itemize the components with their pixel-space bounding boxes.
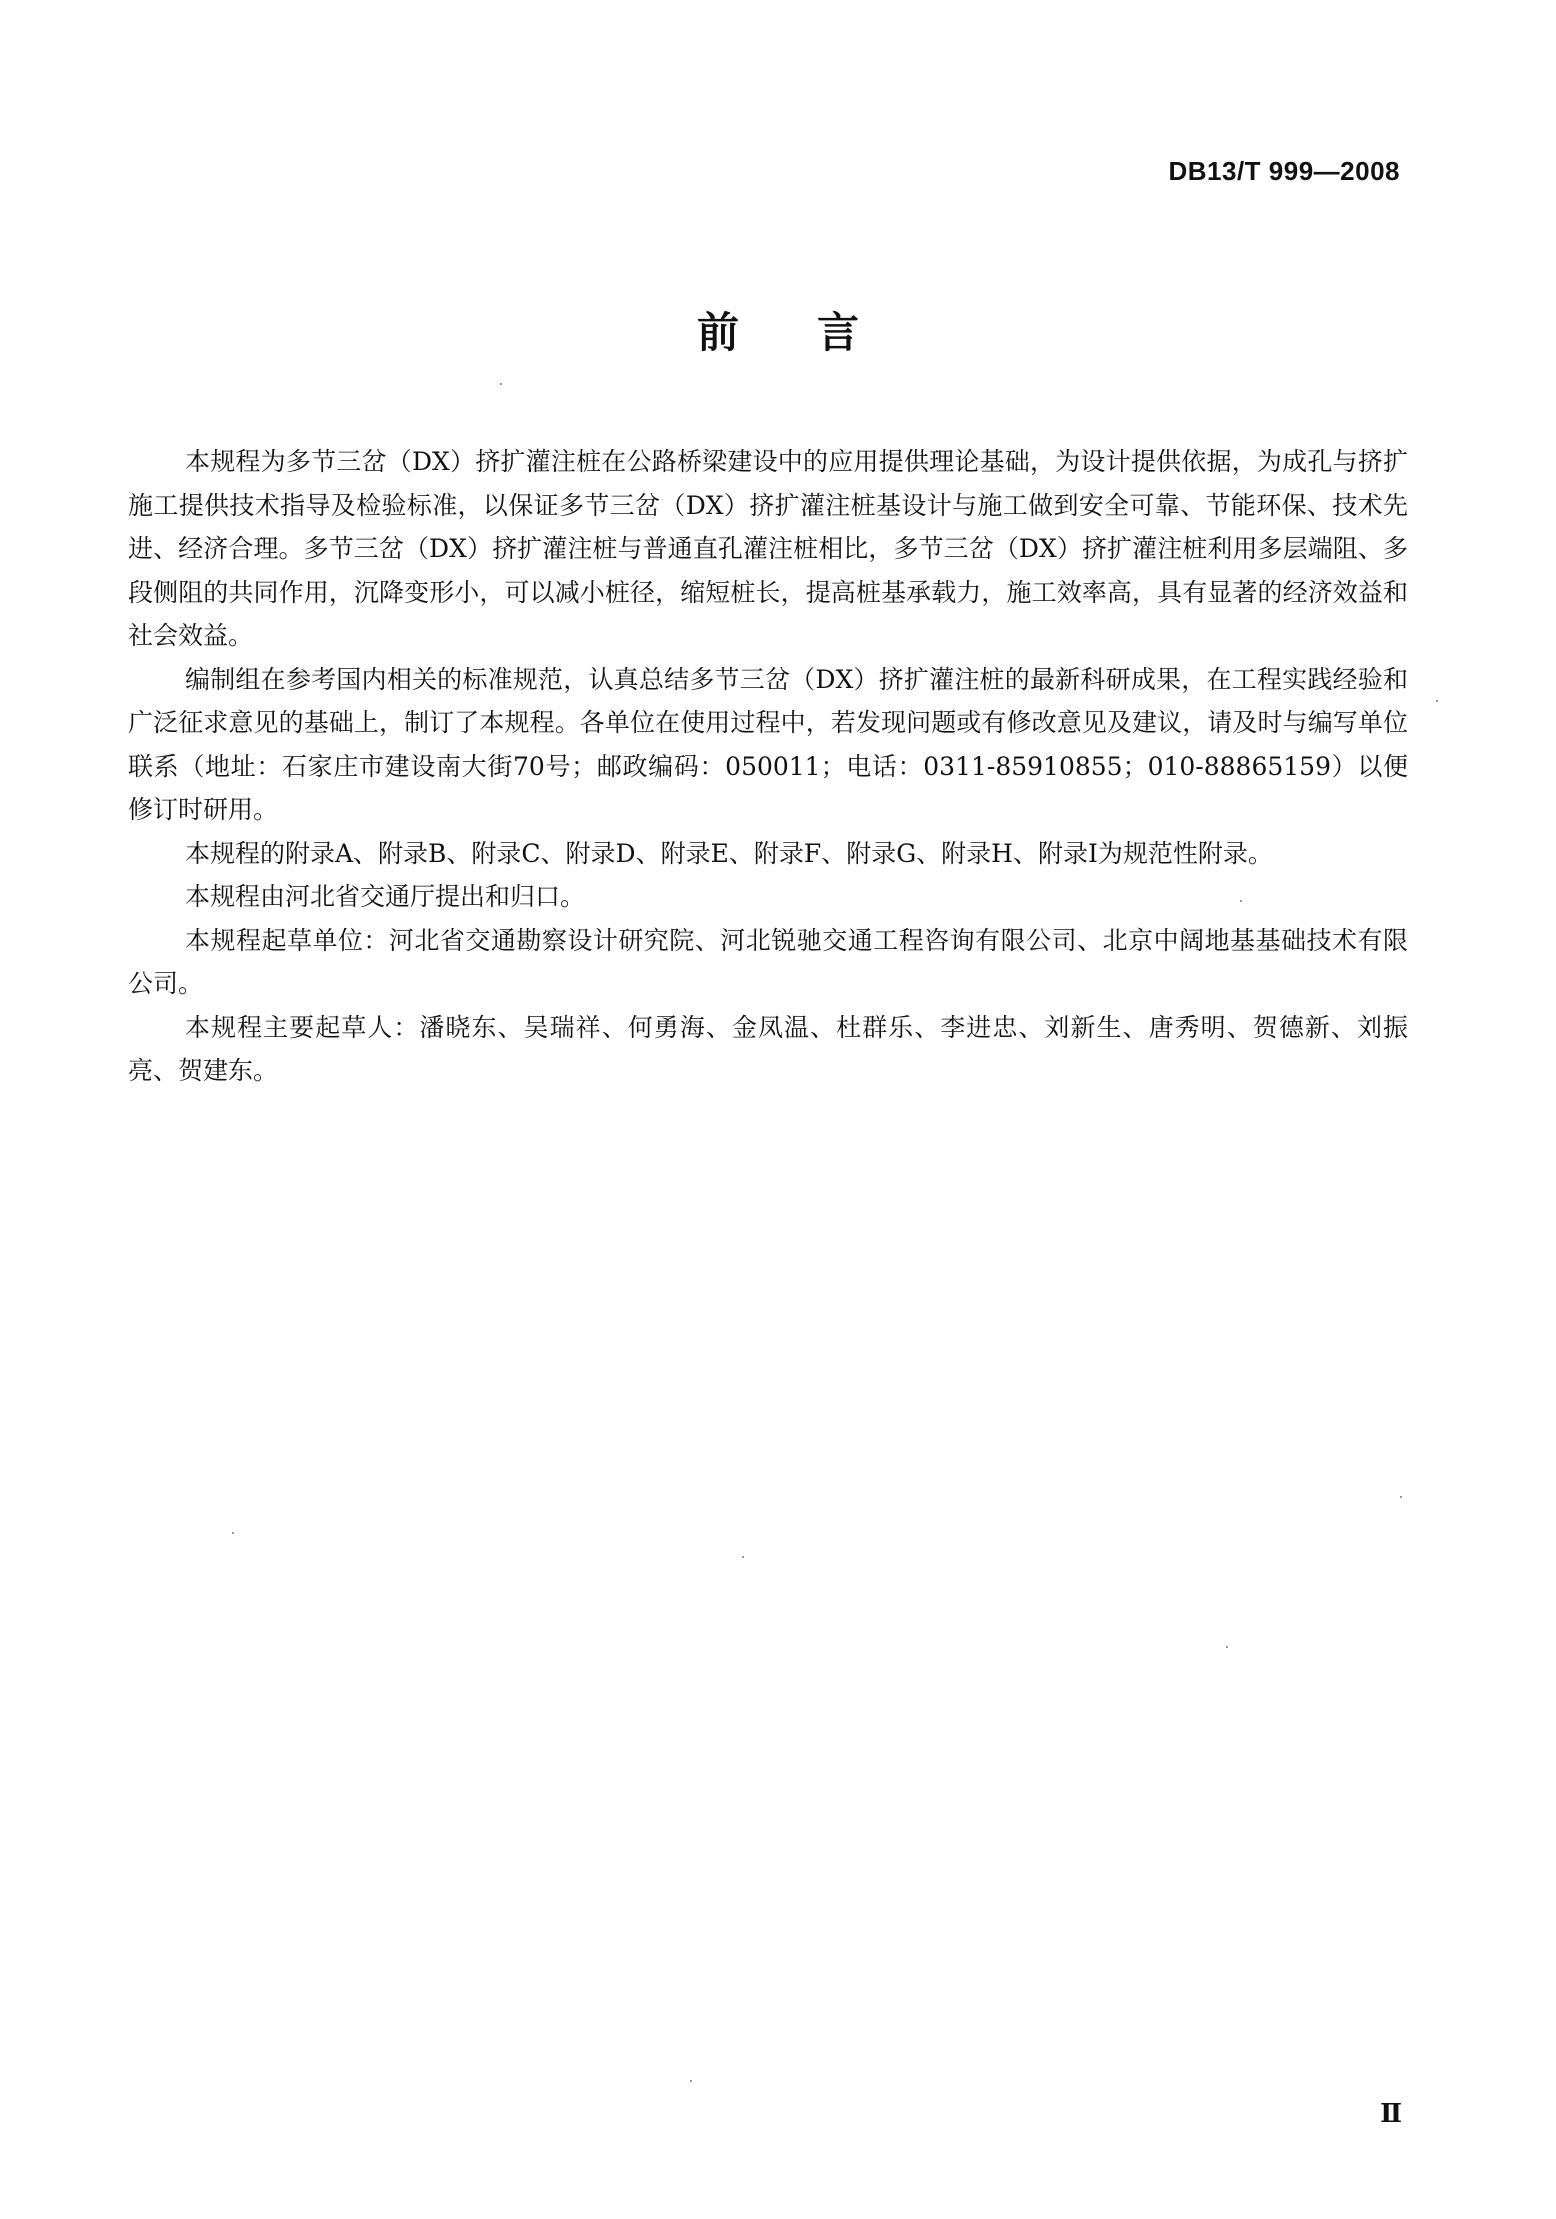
scan-speck xyxy=(500,383,502,385)
page-number: Ⅱ xyxy=(1380,2099,1402,2128)
scan-speck xyxy=(1226,1646,1228,1648)
scan-speck xyxy=(1436,700,1438,702)
scan-speck xyxy=(1400,1496,1402,1498)
paragraph-appendices: 本规程的附录A、附录B、附录C、附录D、附录E、附录F、附录G、附录H、附录I为规范性附录。 xyxy=(185,838,1273,868)
scan-speck xyxy=(232,1532,234,1534)
paragraph-drafting-units: 本规程起草单位：河北省交通勘察设计研究院、河北锐驰交通工程咨询有限公司、北京中阔地基基础技术有限公司。 xyxy=(128,925,1408,998)
paragraph-drafters: 本规程主要起草人：潘晓东、吴瑞祥、何勇海、金凤温、杜群乐、李进忠、刘新生、唐秀明、贺德新、刘振亮、贺建东。 xyxy=(128,1012,1408,1085)
standard-code: DB13/T 999—2008 xyxy=(1168,156,1400,186)
page-title: 前言 xyxy=(696,308,937,357)
scan-speck xyxy=(742,1556,744,1558)
paragraph-purpose: 本规程为多节三岔（DX）挤扩灌注桩在公路桥梁建设中的应用提供理论基础，为设计提供依据，为成孔与挤扩施工提供技术指导及检验标准，以保证多节三岔（DX）挤扩灌注桩基设计与施工做到安全可靠、节能环保、技术先进、经济合理。多节三岔（DX）挤扩灌注桩与普通直孔灌注桩相比，多节三岔（DX）挤扩灌注桩利用多层端阻、多段侧阻的共同作用，沉降变形小，可以减小桩径，缩短桩长，提高桩基承载力，施工效率高，具有显著的经济效益和社会效益。 xyxy=(128,447,1408,650)
paragraph-proposer: 本规程由河北省交通厅提出和归口。 xyxy=(185,882,586,911)
foreword-body xyxy=(128,440,1408,1093)
scan-speck xyxy=(690,2080,692,2082)
paragraph-compilation: 编制组在参考国内相关的标准规范，认真总结多节三岔（DX）挤扩灌注桩的最新科研成果，在工程实践经验和广泛征求意见的基础上，制订了本规程。各单位在使用过程中，若发现问题或有修改意见及建议，请及时与编写单位联系（地址：石家庄市建设南大街70号；邮政编码：050011；电话：0311-85910855；010-88865159）以便修订时研用。 xyxy=(128,664,1408,824)
scan-speck xyxy=(1240,900,1242,902)
